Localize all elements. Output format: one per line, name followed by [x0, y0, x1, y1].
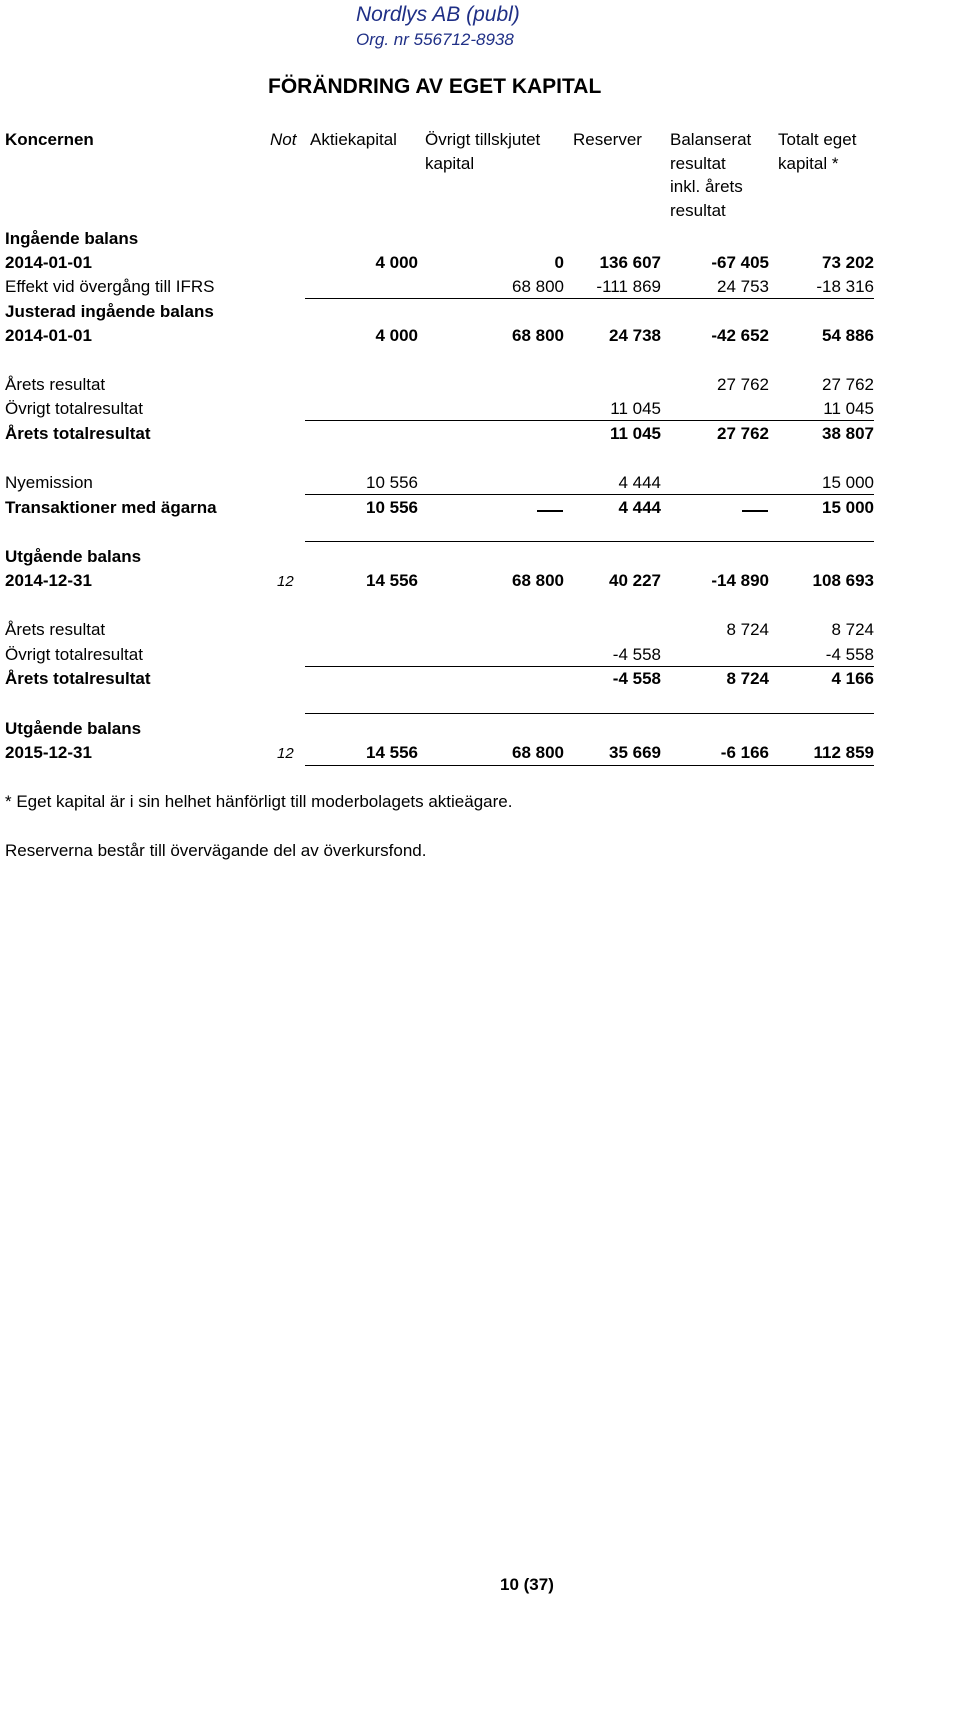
note-ref: 12 [277, 745, 294, 762]
cell-aktiekapital: 14 556 [366, 743, 418, 762]
cell-totalt: 8 724 [831, 620, 874, 639]
cell-balanserat: -6 166 [720, 743, 769, 762]
nil-dash [742, 510, 768, 512]
col-balanserat-header-3: inkl. årets [670, 177, 743, 196]
cell-ovrigt: 68 800 [512, 571, 564, 590]
col-totalt-header-2: kapital * [778, 154, 839, 173]
row-label: Effekt vid övergång till IFRS [5, 277, 215, 296]
nil-dash [537, 510, 563, 512]
col-ovrigt-header-1: Övrigt tillskjutet [425, 130, 541, 149]
cell-balanserat: -42 652 [711, 326, 769, 345]
cell-totalt: 4 166 [831, 669, 874, 688]
rule [305, 298, 874, 299]
group-label: Koncernen [5, 130, 94, 149]
cell-balanserat: 27 762 [717, 424, 769, 443]
row-date: 2014-12-31 [5, 571, 92, 590]
cell-reserver: 24 738 [609, 326, 661, 345]
cell-totalt: 73 202 [822, 253, 874, 272]
cell-reserver: -4 558 [612, 645, 661, 664]
cell-reserver: 136 607 [599, 253, 661, 272]
cell-totalt: -4 558 [825, 645, 874, 664]
cell-reserver: -4 558 [612, 669, 661, 688]
col-totalt-header-1: Totalt eget [778, 130, 857, 149]
not-header: Not [270, 130, 297, 149]
row-label: Övrigt totalresultat [5, 645, 143, 664]
row-label: Ingående balans [5, 229, 139, 248]
col-balanserat-header-4: resultat [670, 201, 726, 220]
org-number: Org. nr 556712-8938 [356, 30, 514, 49]
row-label: Årets totalresultat [5, 424, 151, 443]
cell-totalt: -18 316 [816, 277, 874, 296]
cell-reserver: 11 045 [609, 424, 661, 443]
cell-reserver: 4 444 [618, 498, 661, 517]
cell-balanserat: 24 753 [717, 277, 769, 296]
cell-balanserat: 8 724 [726, 669, 769, 688]
col-aktiekapital-header: Aktiekapital [310, 130, 397, 149]
row-label: Årets resultat [5, 620, 106, 639]
cell-aktiekapital: 10 556 [366, 498, 418, 517]
cell-reserver: 11 045 [610, 399, 661, 418]
cell-totalt: 15 000 [822, 498, 874, 517]
cell-totalt: 54 886 [822, 326, 874, 345]
row-label: Nyemission [5, 473, 93, 492]
cell-aktiekapital: 4 000 [375, 253, 418, 272]
cell-totalt: 15 000 [822, 473, 874, 492]
cell-aktiekapital: 4 000 [375, 326, 418, 345]
col-reserver-header: Reserver [573, 130, 642, 149]
company-name: Nordlys AB (publ) [356, 3, 520, 26]
row-date: 2014-01-01 [5, 253, 92, 272]
col-balanserat-header-2: resultat [670, 154, 726, 173]
cell-ovrigt: 68 800 [512, 743, 564, 762]
col-balanserat-header-1: Balanserat [670, 130, 752, 149]
footnote-equity: * Eget kapital är i sin helhet hänförligt till moderbolagets aktieägare. [5, 792, 513, 811]
row-label: Justerad ingående balans [5, 302, 214, 321]
cell-ovrigt: 0 [554, 253, 564, 272]
cell-totalt: 108 693 [812, 571, 874, 590]
row-label: Utgående balans [5, 547, 142, 566]
rule [305, 494, 874, 495]
rule [305, 666, 874, 667]
row-date: 2014-01-01 [5, 326, 92, 345]
row-label: Övrigt totalresultat [5, 399, 143, 418]
rule [305, 765, 874, 766]
cell-totalt: 112 859 [813, 743, 874, 762]
cell-balanserat: 8 724 [726, 620, 769, 639]
cell-ovrigt: 68 800 [512, 326, 564, 345]
note-ref: 12 [277, 573, 294, 590]
footnote-reserves: Reserverna består till övervägande del av överkursfond. [5, 841, 427, 860]
row-label: Årets totalresultat [5, 669, 151, 688]
row-label: Utgående balans [5, 719, 142, 738]
rule [305, 713, 874, 714]
cell-balanserat: -14 890 [711, 571, 769, 590]
cell-totalt: 38 807 [822, 424, 874, 443]
cell-balanserat: -67 405 [711, 253, 769, 272]
cell-reserver: 40 227 [609, 571, 661, 590]
rule [305, 420, 874, 421]
cell-reserver: 4 444 [618, 473, 661, 492]
cell-aktiekapital: 10 556 [366, 473, 418, 492]
cell-reserver: 35 669 [609, 743, 661, 762]
page-title: FÖRÄNDRING AV EGET KAPITAL [268, 75, 602, 98]
col-ovrigt-header-2: kapital [425, 154, 475, 173]
row-label: Årets resultat [5, 375, 106, 394]
cell-ovrigt: 68 800 [512, 277, 564, 296]
cell-balanserat: 27 762 [717, 375, 769, 394]
rule [305, 541, 874, 542]
cell-totalt: 27 762 [822, 375, 874, 394]
row-label: Transaktioner med ägarna [5, 498, 217, 517]
cell-aktiekapital: 14 556 [366, 571, 418, 590]
page-number: 10 (37) [500, 1575, 554, 1594]
cell-reserver: -111 869 [596, 277, 661, 296]
row-date: 2015-12-31 [5, 743, 92, 762]
cell-totalt: 11 045 [823, 399, 874, 418]
